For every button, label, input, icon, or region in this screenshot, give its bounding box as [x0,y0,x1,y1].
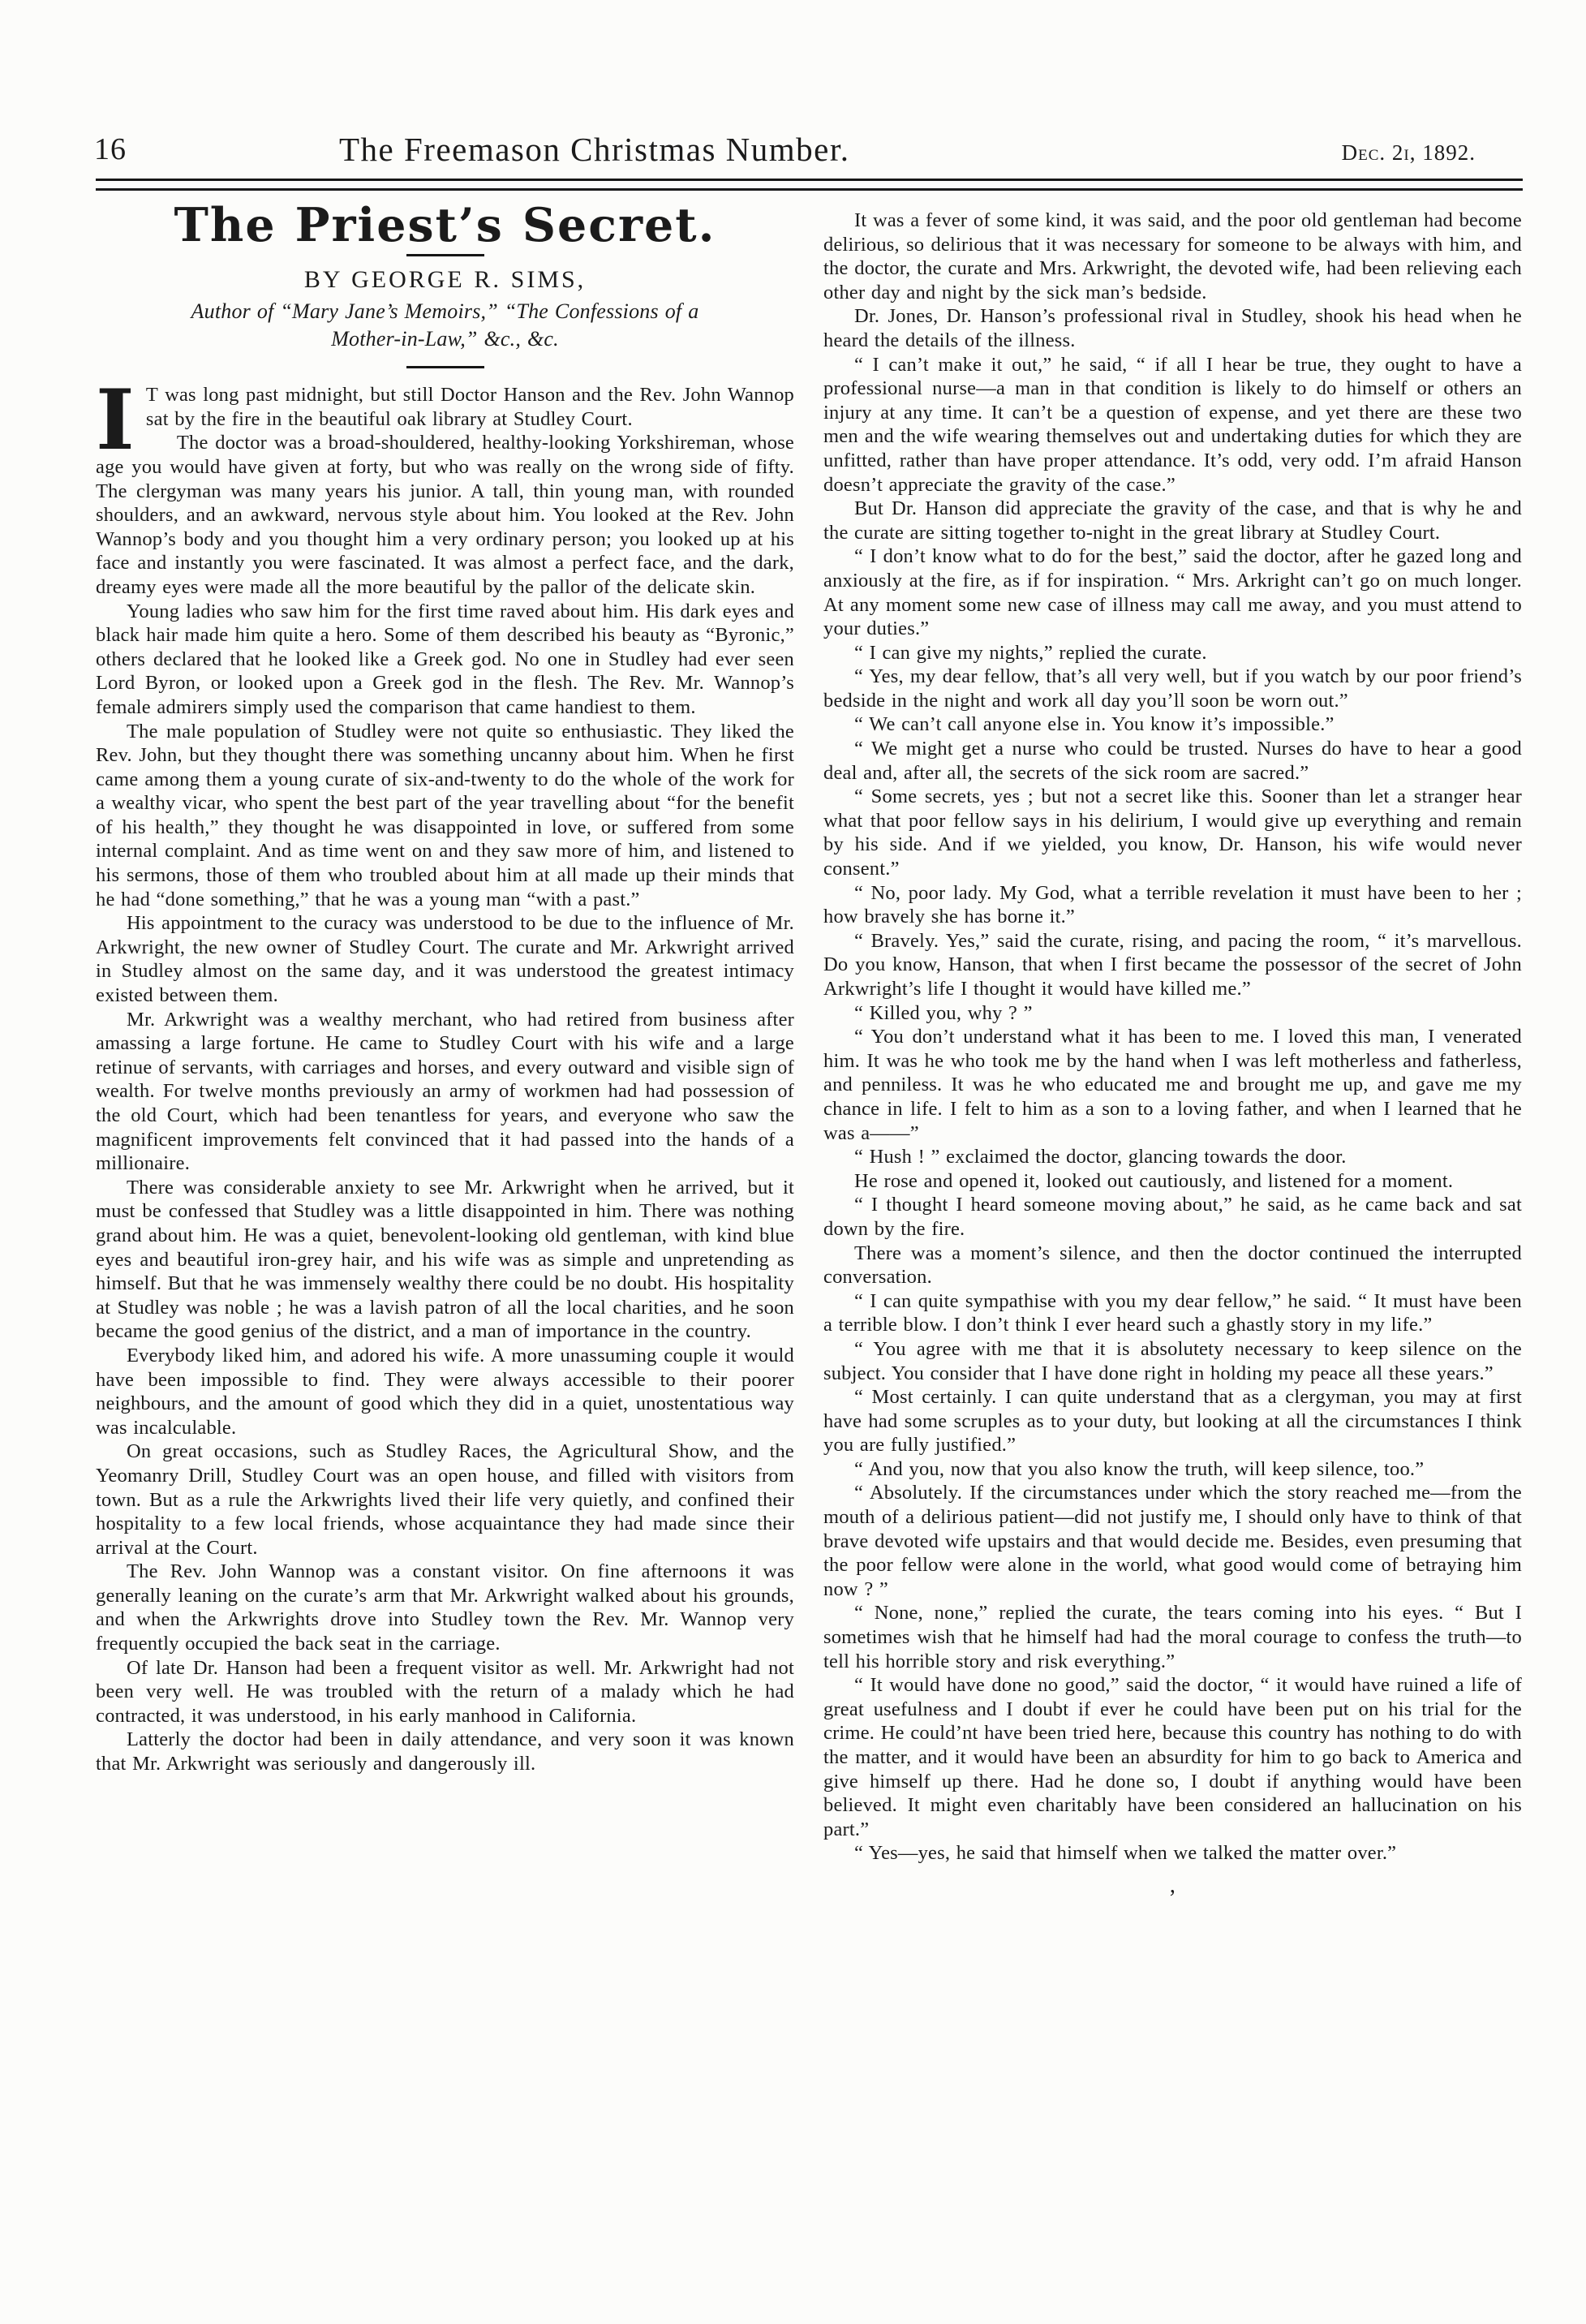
story-paragraph: Of late Dr. Hanson had been a frequent visitor as well. Mr. Arkwright had not been very well. He was troubled with the return of a malady which he had contracted, it was understood, in his early manhood in California. [96,1656,794,1727]
story-paragraph: Young ladies who saw him for the first time raved about him. His dark eyes and black hair made him quite a hero. Some of them described his beauty as “Byronic,” others declared that he looked like a Greek god. No one in Studley had ever seen Lord Byron, or looked upon a Greek god in the flesh. The Rev. Mr. Wannop’s female admirers simply used the comparison that came handiest to them. [96,600,794,718]
story-paragraph: The Rev. John Wannop was a constant visitor. On fine afternoons it was generally leaning on the curate’s arm that Mr. Arkwright walked about his grounds, and when the Arkwrights drove into Studley town the Rev. Mr. Wannop very frequently occupied the back seat in the carriage. [96,1560,794,1655]
masthead [96,120,1523,167]
right-column [823,209,1522,1898]
story-paragraph: “ You agree with me that it is absolutety necessary to keep silence on the subject. You consider that I have done right in holding my peace all these years.” [823,1337,1522,1384]
story-paragraph: Dr. Jones, Dr. Hanson’s professional rival in Studley, shook his head when he heard the details of the illness. [823,305,1522,351]
story-paragraph: “ None, none,” replied the curate, the tears coming into his eyes. “ But I sometimes wish that he himself had had the moral courage to confess the truth—to tell his horrible story and risk everything.” [823,1602,1522,1672]
story-paragraph: “ Most certainly. I can quite understand that as a clergyman, you may at first have had some scruples as to your duty, but looking at all the circumstances I think you are fully justified.” [823,1386,1522,1457]
story-paragraph: Latterly the doctor had been in daily attendance, and very soon it was known that Mr. Arkwright was seriously and dangerously ill. [96,1728,794,1775]
story-paragraph: Mr. Arkwright was a wealthy merchant, who had retired from business after amassing a large fortune. He came to Studley Court with his wife and a large retinue of servants, with carriages and horses, and every outward and visible sign of wealth. For twelve months previously an army of workmen had had possession of the old Court, which had been tenantless for years, and everyone who saw the magnificent improvements felt convinced that it had passed into the hands of a millionaire. [96,1008,794,1175]
story-paragraph: “ And you, now that you also know the truth, will keep silence, too.” [853,1457,1425,1480]
story-paragraph: Everybody liked him, and adored his wife. A more unassuming couple it would have been impossible to find. They were always accessible to their poorer neighbours, and the amount of good which they did in a quiet, unostentatious way was incalculable. [96,1344,794,1439]
story-paragraph: “ I can’t make it out,” he said, “ if all I hear be true, they ought to have a professional nurse—a man in that condition is likely to do himself or others an injury at any time. It can’t be a question of expense, and yet there are these two men and the wife wearing themselves out and undertaking duties for which they are unfitted, rather than have proper attendance. It’s odd, very odd. I’m afraid Hanson doesn’t appreciate the gravity of the case.” [823,353,1522,496]
story-paragraph: The doctor was a broad-shouldered, healthy-looking Yorkshireman, whose age you would have given at forty, but who was really on the wrong side of fifty. The clergyman was many years his junior. A tall, thin young man, with rounded shoulders, and an awkward, nervous style about him. You looked at the Rev. John Wannop’s body and you thought him a very ordinary person; you looked up at his face and instantly you were fascinated. It was almost a perfect face, and the dark, dreamy eyes were made all the more beautiful by the pallor of the delicate skin. [96,432,794,598]
story-paragraph: The male population of Studley were not quite so enthusiastic. They liked the Rev. John, but they thought there was something uncanny about him. When he first came among them a young curate of six-and-twenty to do the whole of the work for a wealthy vicar, who spent the best part of the year travelling about “for the benefit of his health,” they thought he was disappointed in love, or suffered from some internal complaint. And as time went on and they saw more of him, and listened to his sermons, those of them who troubled about him at all made up their minds that he had “done something,” that he was a young man “with a past.” [96,720,794,910]
story-paragraph: “ I don’t know what to do for the best,” said the doctor, after he gazed long and anxiously at the fire, as if for inspiration. “ Mrs. Arkright can’t go on much longer. At any moment some new case of illness may call me away, and you must attend to your duties.” [823,545,1522,640]
story-paragraph: “ Bravely. Yes,” said the curate, rising, and pacing the room, “ it’s marvellous. Do you know, Hanson, that when I first became the possessor of the secret of John Arkwright’s life I thought it would have killed me.” [823,929,1522,1000]
first-paragraph [96,372,794,470]
story-paragraph: There was a moment’s silence, and then the doctor continued the interrupted conversation. [823,1242,1522,1289]
article-body [96,198,1523,1898]
story-paragraph: He rose and opened it, looked out cautiously, and listened for a moment. [853,1169,1454,1192]
story-paragraph: “ I can quite sympathise with you my dear fellow,” he said. “ It must have been a terrible blow. I don’t think I ever heard such a ghastly story in my life.” [823,1289,1522,1336]
issue-date: Dec. 2i, 1892. [1341,140,1476,165]
author-note: Author of “Mary Jane’s Memoirs,” “The Confessions of a Mother-in-Law,” &c., &c. [191,299,699,351]
story-paragraph: “ Yes, my dear fellow, that’s all very well, but if you watch by our poor friend’s bedside in the night and work all day you’ll soon be worn out.” [823,665,1522,712]
story-paragraph: “ Yes—yes, he said that himself when we talked the matter over.” [853,1842,1397,1865]
masthead-title: The Freemason Christmas Number. [339,131,850,168]
story-paragraph: “ I thought I heard someone moving about,” he said, as he came back and sat down by the fire. [823,1194,1522,1240]
story-paragraph: His appointment to the curacy was understood to be due to the influence of Mr. Arkwright, the new owner of Studley Court. The curate and Mr. Arkwright arrived in Studley almost on the same day, and it was understood the greatest intimacy existed between them. [96,912,794,1007]
story-paragraph: “ Killed you, why ? ” [853,1001,1033,1024]
story-paragraph: “ We might get a nurse who could be trusted. Nurses do have to hear a good deal and, after all, the secrets of the sick room are sacred.” [823,738,1522,784]
section-rule [406,254,484,256]
story-paragraph: “ Absolutely. If the circumstances under which the story reached me—from the mouth of a delirious patient—did not justify me, I should only have to think of that brave devoted wife upstairs and that would decide me. Besides, even presuming that the poor fellow were alone in the world, what good would come of betraying him now ? ” [823,1482,1522,1600]
story-paragraph: On great occasions, such as Studley Races, the Agricultural Show, and the Yeomanry Drill, Studley Court was an open house, and filled with visitors from town. But as a rule the Arkwrights lived their life very quietly, and confined their hospitality to a few local friends, whose acquaintance they had made since their arrival at the Court. [96,1440,794,1559]
story-paragraph: “ No, poor lady. My God, what a terrible revelation it must have been to her ; how bravely she has borne it.” [823,881,1522,928]
story-paragraph: “ I can give my nights,” replied the curate. [853,641,1207,664]
story-paragraph: There was considerable anxiety to see Mr. Arkwright when he arrived, but it must be confessed that Studley was a little disappointed in him. There was nothing grand about him. He was a quiet, benevolent-looking old gentleman, with kind blue eyes and beautiful iron-grey hair, and his wife was as simple and unpretending as himself. But that he was immensely wealthy there could be no doubt. His hospitality at Studley was noble ; he was a lavish patron of all the local charities, and he soon became the good genius of the district, and a man of importance in the country. [96,1176,794,1343]
article-title: The Priest’s Secret. [174,198,716,252]
page-number: 16 [94,132,127,166]
running-head [96,120,1523,191]
left-column [96,198,794,1898]
story-paragraph: But Dr. Hanson did appreciate the gravity of the case, and that is why he and the curate are sitting together to-night in the great library at Studley Court. [823,497,1522,544]
stray-ink-mark: , [1169,1872,1176,1898]
story-paragraph: “ You don’t understand what it has been to me. I loved this man, I venerated him. It was he who took me by the hand when I was left motherless and fatherless, and penniless. It was he who educated me and brought me up, and gave me my chance in life. I felt to him as a son to a loving father, and when I learned that he was a——” [823,1026,1522,1144]
paragraph-text: T was long past midnight, but still Doctor Hanson and the Rev. John Wannop sat by the fire in the beautiful oak library at Studley Court. [145,384,794,430]
story-paragraph: “ Hush ! ” exclaimed the doctor, glancing towards the door. [853,1146,1347,1168]
story-paragraph: “ We can’t call anyone else in. You know it’s impossible.” [853,713,1335,736]
drop-cap: I [96,372,135,470]
masthead-rule [96,179,1523,191]
section-rule [406,366,484,368]
byline: BY GEORGE R. SIMS, [303,265,587,293]
story-paragraph: “ It would have done no good,” said the doctor, “ it would have ruined a life of great usefulness and I doubt if ever he could have been put on his trial for the crime. He could’nt have been tried here, because this country has nothing to do with the matter, and it would have been an absurdity for him to go back to America and give himself up there. Had he done so, I doubt if anything would have been believed. It might even charitably have been considered an hallucination on his part.” [823,1674,1522,1840]
story-paragraph: It was a fever of some kind, it was said, and the poor old gentleman had become delirious, so delirious that it was necessary for someone to be always with him, and the doctor, the curate and Mrs. Arkwright, the devoted wife, had been relieving each other day and night by the sick man’s bedside. [823,209,1522,303]
story-paragraph: “ Some secrets, yes ; but not a secret like this. Sooner than let a stranger hear what that poor fellow says in his delirium, I would give up everything and remain by his side. And if we yielded, you know, Dr. Hanson, his wife would never consent.” [823,785,1522,880]
